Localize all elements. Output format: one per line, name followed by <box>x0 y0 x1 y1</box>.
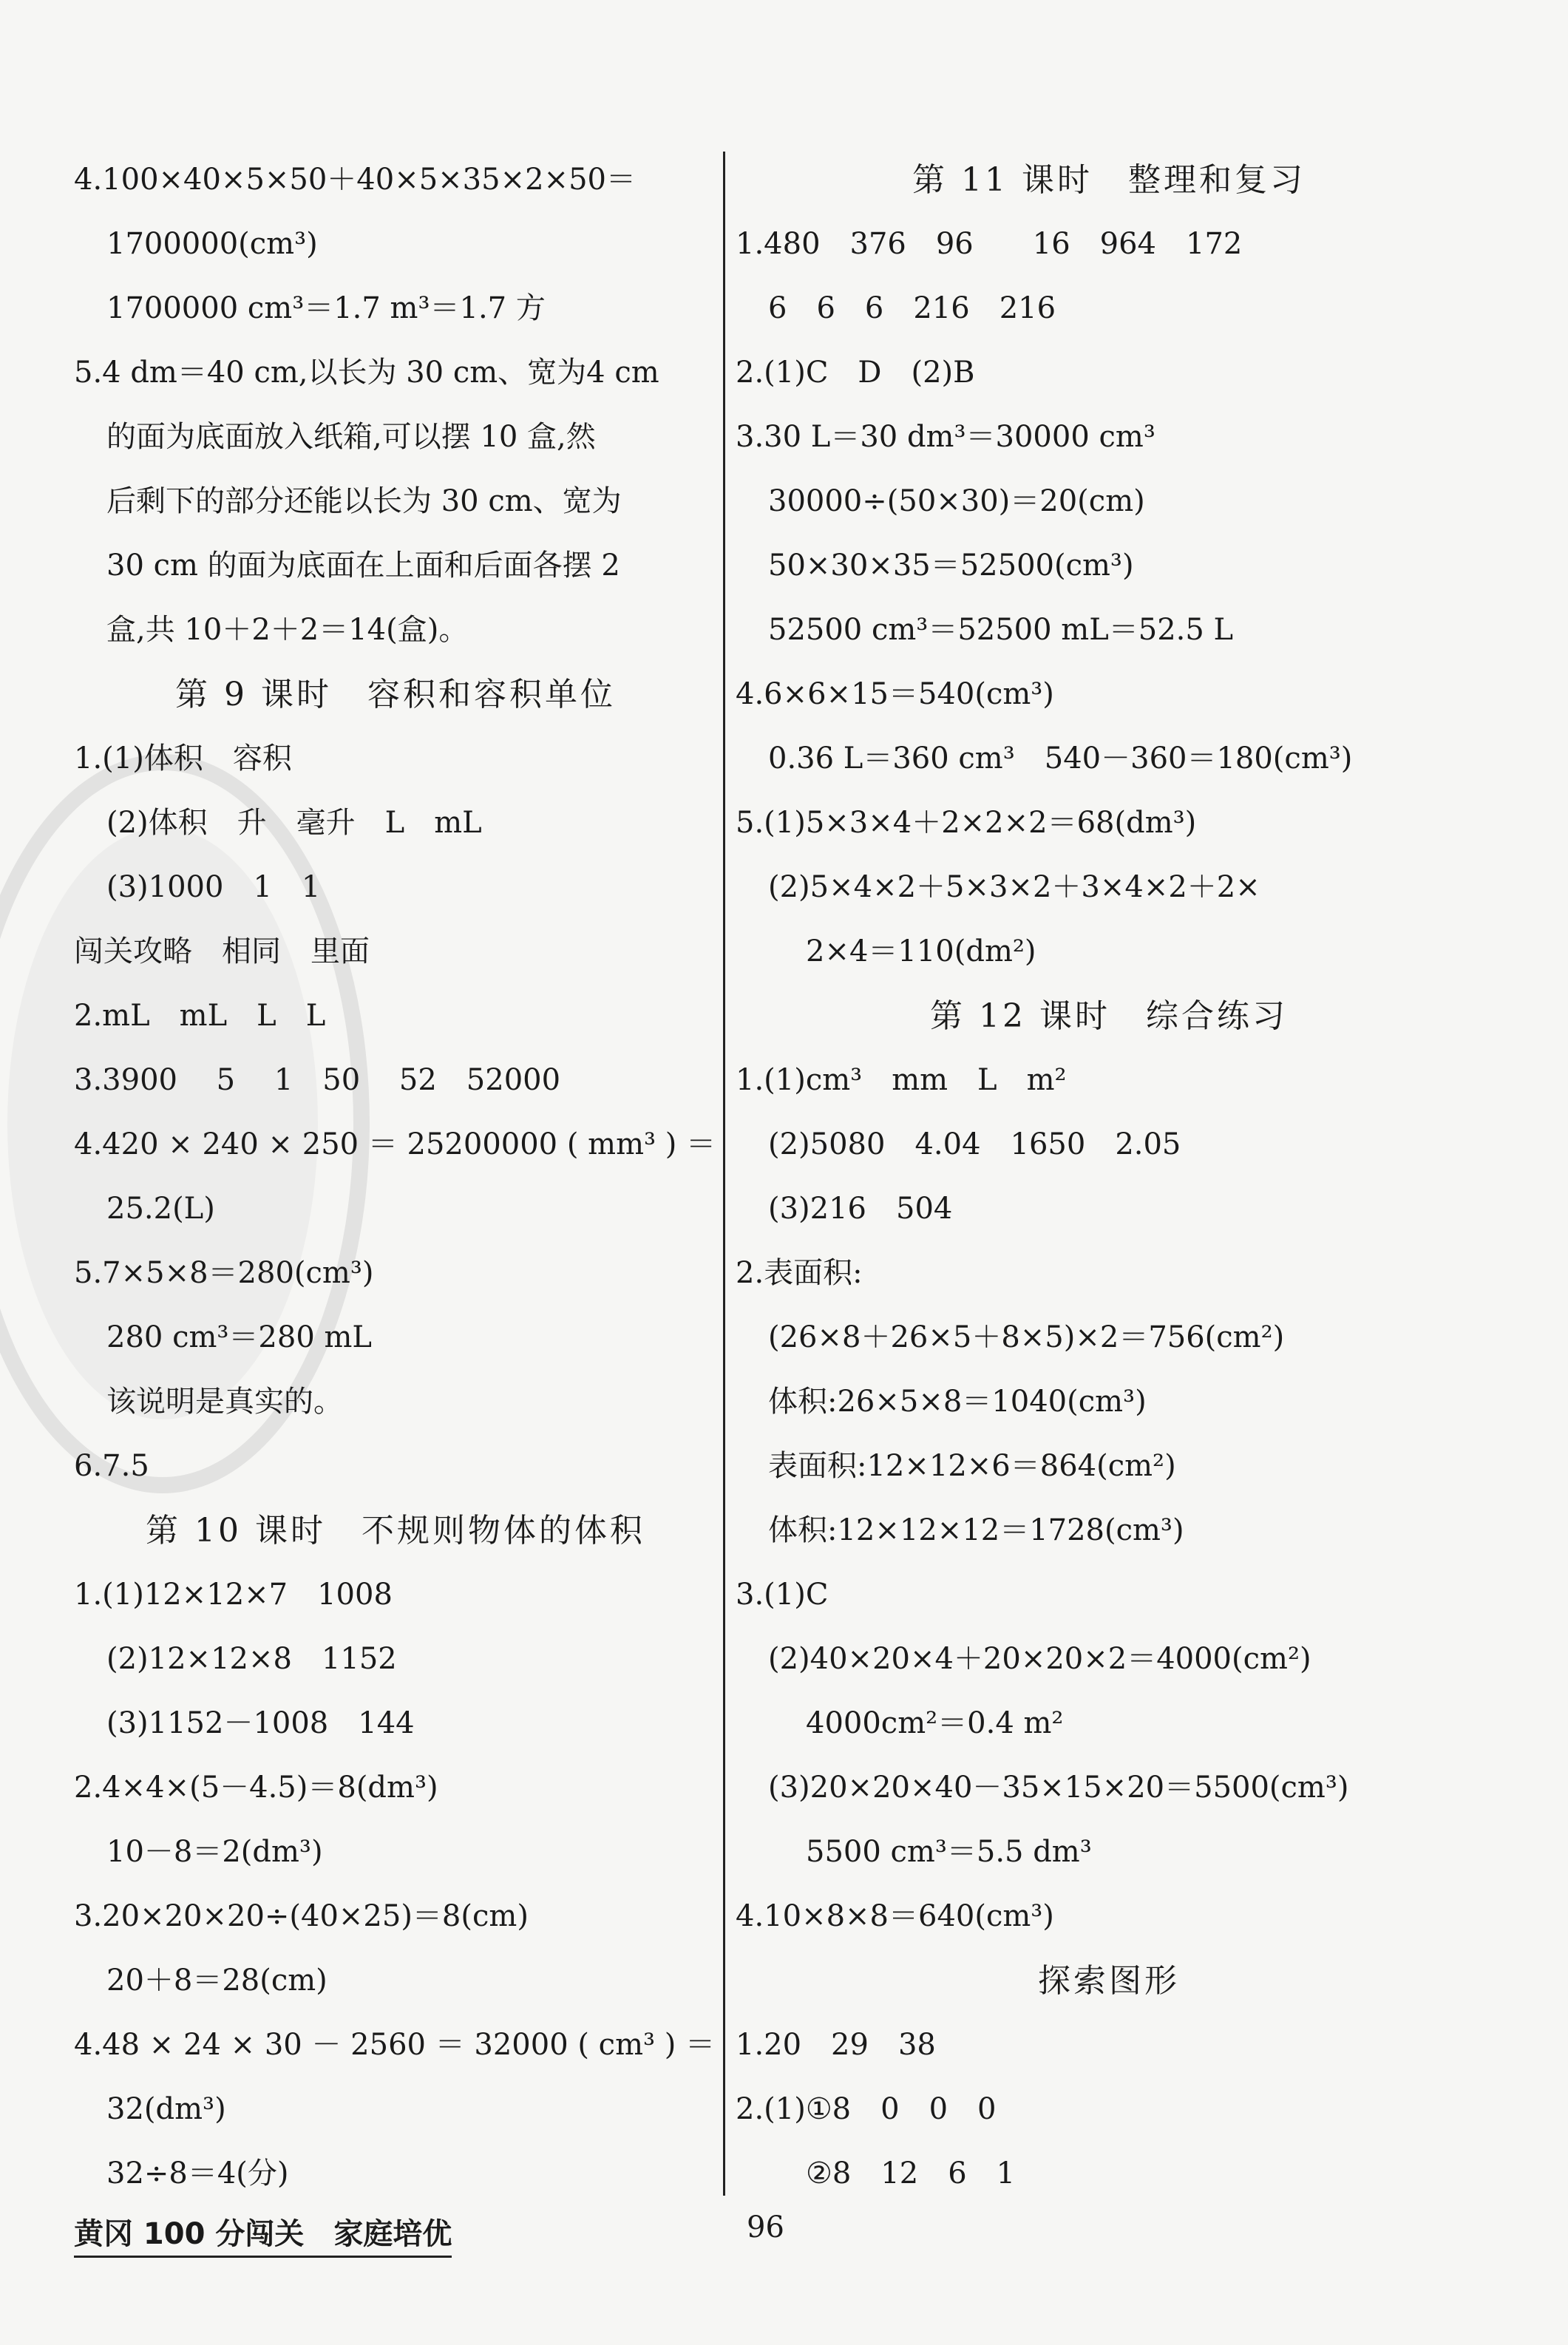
answer-line: 280 cm³＝280 mL <box>106 1320 372 1354</box>
answer-line: 体积:26×5×8＝1040(cm³) <box>768 1385 1147 1419</box>
answer-line: 20＋8＝28(cm) <box>106 1964 327 1998</box>
answer-line: 2.(1)①8 0 0 0 <box>736 2092 997 2126</box>
answer-line: 3.30 L＝30 dm³＝30000 cm³ <box>736 420 1155 454</box>
answer-line: 1.(1)体积 容积 <box>74 741 292 776</box>
answer-line: (2)体积 升 毫升 L mL <box>106 806 482 840</box>
section-heading: 第 10 课时 不规则物体的体积 <box>146 1512 645 1550</box>
answer-line: 4000cm²＝0.4 m² <box>806 1706 1064 1740</box>
answer-line: 3.3900 5 1 50 52 52000 <box>74 1063 561 1097</box>
answer-line: 该说明是真实的。 <box>106 1385 343 1419</box>
answer-line: 32(dm³) <box>106 2092 226 2126</box>
answer-line: 30000÷(50×30)＝20(cm) <box>768 484 1145 518</box>
answer-line: 0.36 L＝360 cm³ 540－360＝180(cm³) <box>768 741 1353 776</box>
answer-line: 5500 cm³＝5.5 dm³ <box>806 1835 1092 1869</box>
section-heading: 第 9 课时 容积和容积单位 <box>175 676 616 713</box>
answer-line: 4.420 × 240 × 250 ＝ 25200000 ( mm³ ) ＝ <box>74 1127 716 1161</box>
answer-line: (2)5080 4.04 1650 2.05 <box>768 1127 1181 1161</box>
answer-line: 25.2(L) <box>106 1192 215 1226</box>
answer-line: 1700000 cm³＝1.7 m³＝1.7 方 <box>106 291 546 325</box>
page-number: 96 <box>747 2210 784 2244</box>
answer-line: 4.48 × 24 × 30 － 2560 ＝ 32000 ( cm³ ) ＝ <box>74 2028 716 2062</box>
answer-line: 表面积:12×12×6＝864(cm²) <box>768 1449 1176 1483</box>
answer-line: (3)1152－1008 144 <box>106 1706 415 1740</box>
answer-line: ②8 12 6 1 <box>806 2156 1016 2190</box>
answer-line: 后剩下的部分还能以长为 30 cm、宽为 <box>106 484 622 518</box>
answer-line: 4.10×8×8＝640(cm³) <box>736 1899 1054 1933</box>
answer-line: 6.7.5 <box>74 1449 149 1483</box>
section-heading: 第 11 课时 整理和复习 <box>912 161 1306 199</box>
answer-line: 52500 cm³＝52500 mL＝52.5 L <box>768 613 1234 647</box>
answer-line: 10－8＝2(dm³) <box>106 1835 323 1869</box>
answer-line: 体积:12×12×12＝1728(cm³) <box>768 1513 1184 1547</box>
answer-line: 1.20 29 38 <box>736 2028 936 2062</box>
answer-line: (3)20×20×40－35×15×20＝5500(cm³) <box>768 1771 1349 1805</box>
footer-title: 黄冈 100 分闯关 家庭培优 <box>74 2210 452 2258</box>
answer-line: 2.(1)C D (2)B <box>736 356 975 390</box>
answer-line: 3.(1)C <box>736 1578 829 1612</box>
answer-line: 2.mL mL L L <box>74 999 326 1033</box>
answer-line: 4.100×40×5×50＋40×5×35×2×50＝ <box>74 163 636 197</box>
answer-line: 5.7×5×8＝280(cm³) <box>74 1256 374 1290</box>
answer-line: 5.(1)5×3×4＋2×2×2＝68(dm³) <box>736 806 1197 840</box>
answer-line: 4.6×6×15＝540(cm³) <box>736 677 1054 711</box>
answer-line: 30 cm 的面为底面在上面和后面各摆 2 <box>106 549 620 583</box>
right-column <box>736 148 1482 2206</box>
answer-line: (2)5×4×2＋5×3×2＋3×4×2＋2× <box>768 870 1260 904</box>
answer-line: 1.(1)cm³ mm L m² <box>736 1063 1067 1097</box>
section-heading: 探索图形 <box>1038 1962 1180 2000</box>
answer-line: 50×30×35＝52500(cm³) <box>768 549 1134 583</box>
answer-line: 3.20×20×20÷(40×25)＝8(cm) <box>74 1899 529 1933</box>
column-divider <box>723 152 725 2196</box>
answer-line: 1.(1)12×12×7 1008 <box>74 1578 393 1612</box>
answer-line: 闯关攻略 相同 里面 <box>74 934 370 968</box>
answer-line: 盒,共 10＋2＋2＝14(盒)。 <box>106 613 469 647</box>
answer-line: 5.4 dm＝40 cm,以长为 30 cm、宽为4 cm <box>74 356 659 390</box>
answer-line: (3)1000 1 1 <box>106 870 321 904</box>
answer-line: 32÷8＝4(分) <box>106 2156 289 2190</box>
answer-line: 2.4×4×(5－4.5)＝8(dm³) <box>74 1771 438 1805</box>
answer-line: (26×8＋26×5＋8×5)×2＝756(cm²) <box>768 1320 1285 1354</box>
answer-line: (3)216 504 <box>768 1192 953 1226</box>
section-heading: 第 12 课时 综合练习 <box>930 997 1288 1035</box>
answer-line: 2.表面积: <box>736 1256 863 1290</box>
answer-line: 2×4＝110(dm²) <box>806 934 1036 968</box>
answer-line: 6 6 6 216 216 <box>768 291 1056 325</box>
answer-line: (2)40×20×4＋20×20×2＝4000(cm²) <box>768 1642 1311 1676</box>
answer-line: 1700000(cm³) <box>106 227 318 261</box>
left-column <box>74 148 717 2206</box>
answer-line: (2)12×12×8 1152 <box>106 1642 397 1676</box>
answer-line: 1.480 376 96 16 964 172 <box>736 227 1243 261</box>
answer-line: 的面为底面放入纸箱,可以摆 10 盒,然 <box>106 420 596 454</box>
